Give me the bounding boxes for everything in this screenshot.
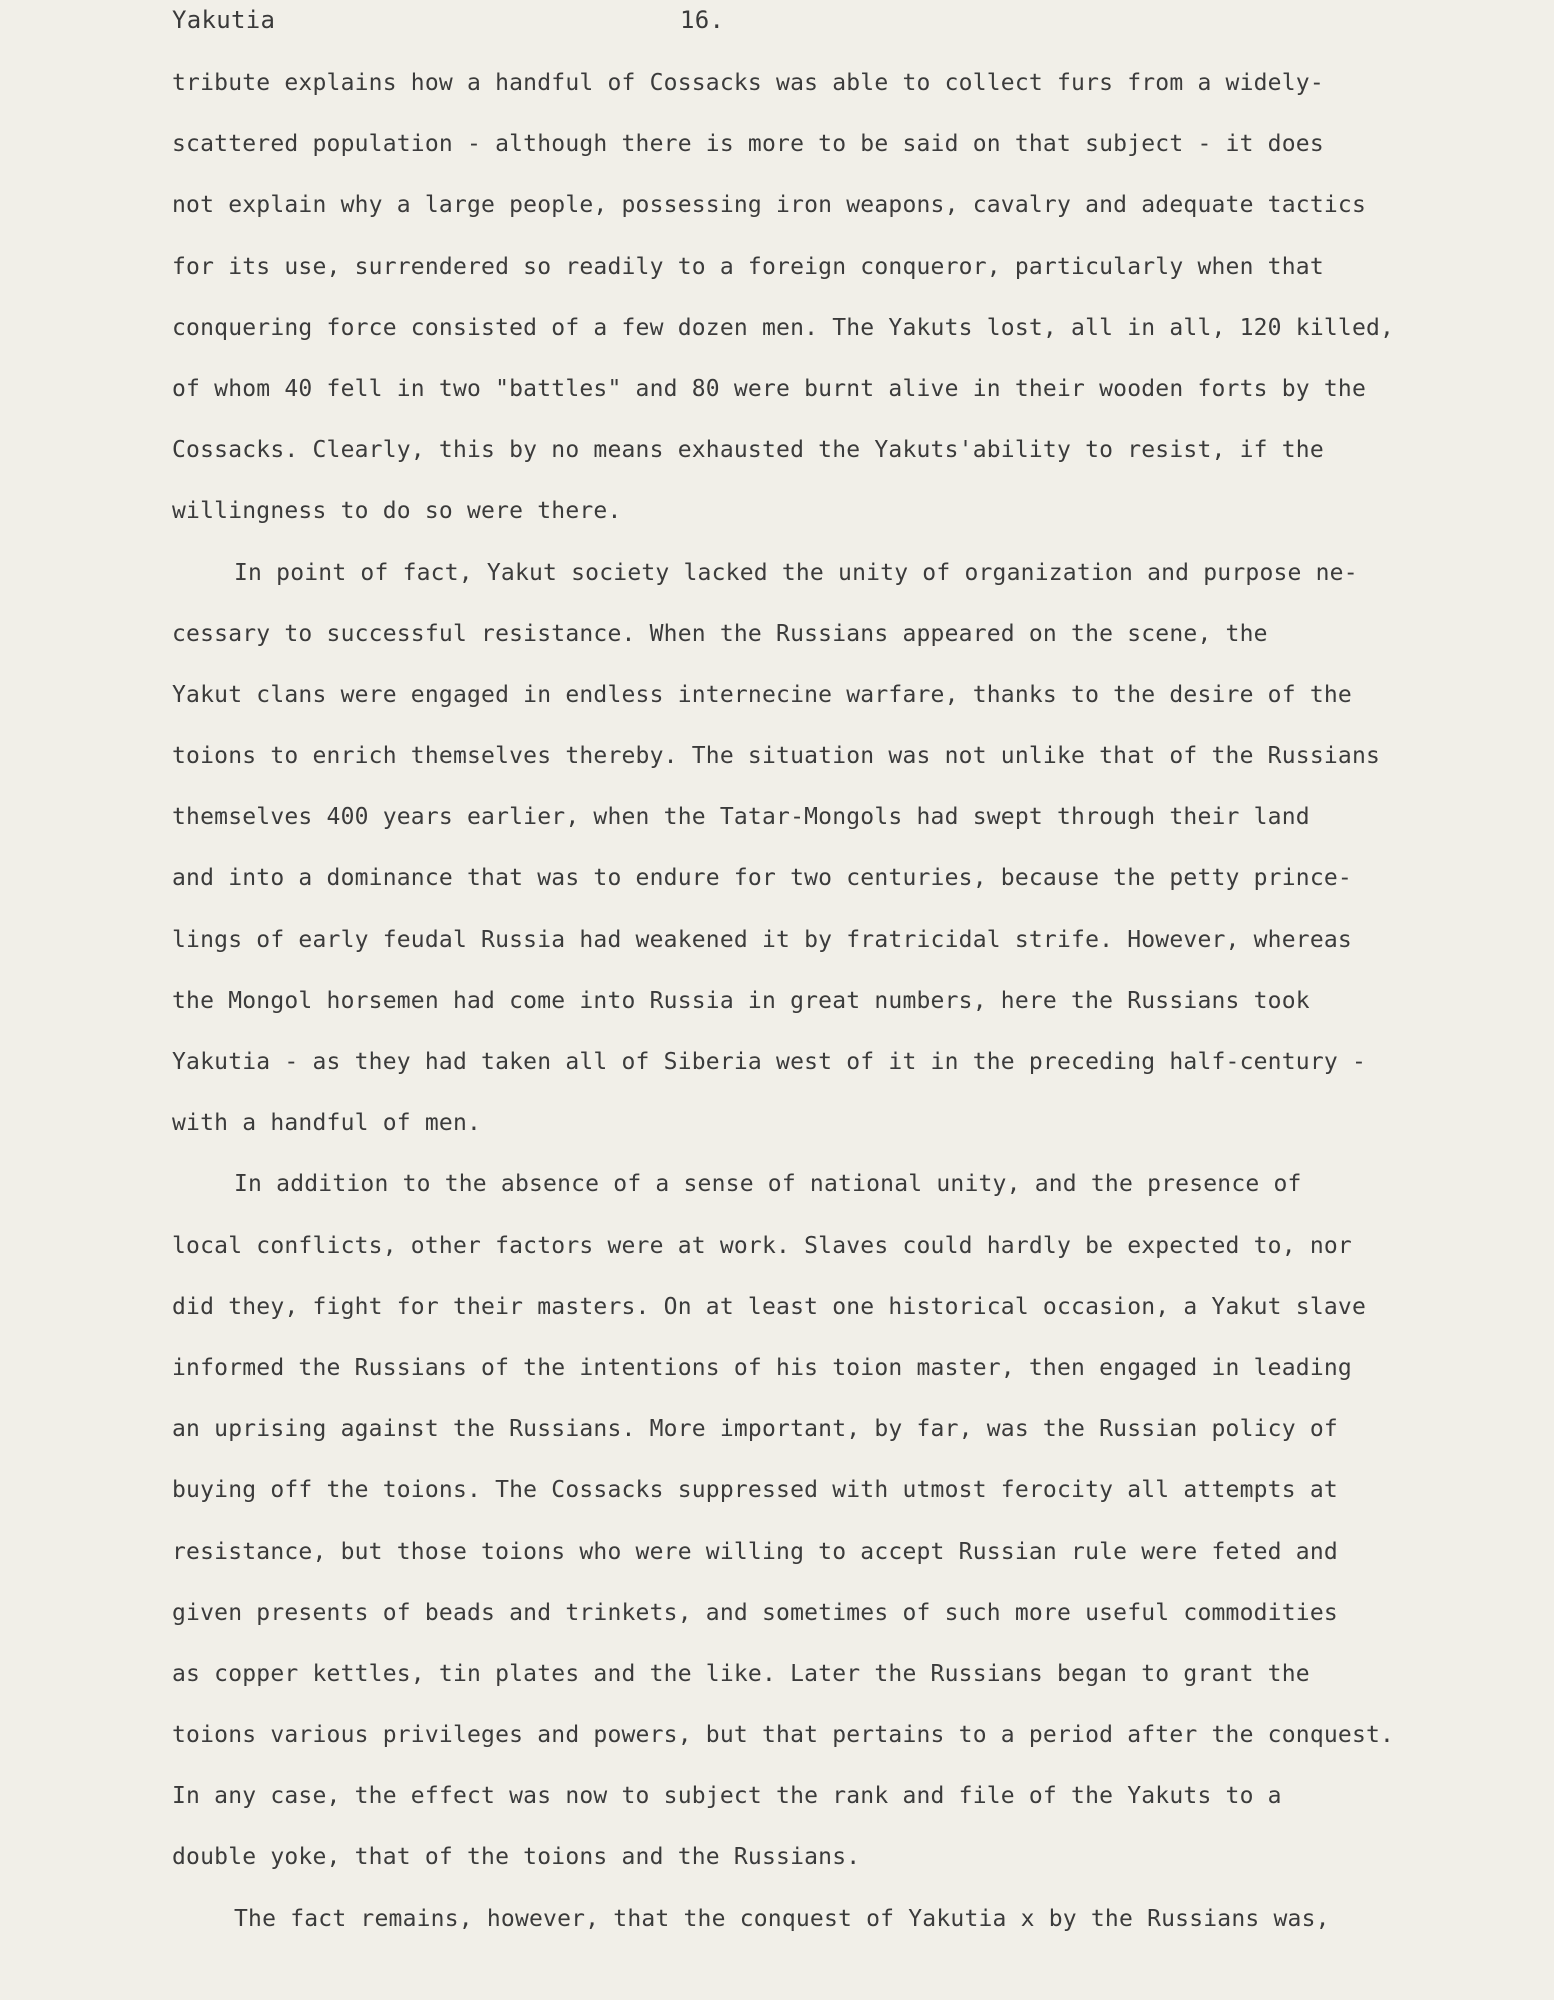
text-line: not explain why a large people, possessing iron weapons, cavalry and adequate tactics bbox=[172, 192, 1367, 219]
paragraph-first-line: In point of fact, Yakut society lacked the unity of organization and purpose ne- bbox=[234, 559, 1358, 586]
text-line: of whom 40 fell in two "battles" and 80 were burnt alive in their wooden forts by the bbox=[172, 375, 1367, 402]
text-line: with a handful of men. bbox=[172, 1110, 482, 1137]
running-title: Yakutia bbox=[172, 6, 276, 34]
text-line: lings of early feudal Russia had weakened it by fratricidal strife. However, whereas bbox=[172, 926, 1352, 953]
text-line: In any case, the effect was now to subject the rank and file of the Yakuts to a bbox=[172, 1783, 1282, 1810]
text-line: an uprising against the Russians. More important, by far, was the Russian policy of bbox=[172, 1416, 1338, 1443]
text-line: toions to enrich themselves thereby. The situation was not unlike that of the Russians bbox=[172, 743, 1381, 770]
text-line: resistance, but those toions who were willing to accept Russian rule were feted and bbox=[172, 1538, 1338, 1565]
text-line: Cossacks. Clearly, this by no means exhausted the Yakuts'ability to resist, if the bbox=[172, 437, 1324, 464]
text-line: cessary to successful resistance. When the Russians appeared on the scene, the bbox=[172, 620, 1268, 647]
text-line: themselves 400 years earlier, when the Tatar-Mongols had swept through their land bbox=[172, 804, 1310, 831]
text-line: willingness to do so were there. bbox=[172, 498, 622, 525]
body-text bbox=[172, 60, 1512, 1957]
text-line: Yakut clans were engaged in endless internecine warfare, thanks to the desire of the bbox=[172, 681, 1352, 708]
text-line: and into a dominance that was to endure for two centuries, because the petty prince- bbox=[172, 865, 1352, 892]
text-line: the Mongol horsemen had come into Russia in great numbers, here the Russians took bbox=[172, 987, 1310, 1014]
text-line: scattered population - although there is more to be said on that subject - it does bbox=[172, 131, 1324, 158]
page-number: 16. bbox=[680, 6, 725, 34]
text-line: for its use, surrendered so readily to a foreign conqueror, particularly when that bbox=[172, 253, 1324, 280]
paragraph-first-line: In addition to the absence of a sense of national unity, and the presence of bbox=[234, 1171, 1302, 1198]
text-line: as copper kettles, tin plates and the like. Later the Russians began to grant the bbox=[172, 1660, 1310, 1687]
text-line: local conflicts, other factors were at work. Slaves could hardly be expected to, nor bbox=[172, 1232, 1352, 1259]
text-line: did they, fight for their masters. On at least one historical occasion, a Yakut slave bbox=[172, 1293, 1367, 1320]
text-line: buying off the toions. The Cossacks suppressed with utmost ferocity all attempts at bbox=[172, 1477, 1338, 1504]
text-line: toions various privileges and powers, but that pertains to a period after the conquest. bbox=[172, 1722, 1395, 1749]
paragraph-first-line: The fact remains, however, that the conquest of Yakutia x by the Russians was, bbox=[234, 1905, 1330, 1932]
text-line: tribute explains how a handful of Cossacks was able to collect furs from a widely- bbox=[172, 70, 1324, 96]
text-line: informed the Russians of the intentions of his toion master, then engaged in leading bbox=[172, 1354, 1352, 1381]
text-line: double yoke, that of the toions and the Russians. bbox=[172, 1844, 861, 1871]
text-line: conquering force consisted of a few dozen men. The Yakuts lost, all in all, 120 killed, bbox=[172, 314, 1395, 341]
text-line: given presents of beads and trinkets, and sometimes of such more useful commodities bbox=[172, 1599, 1338, 1626]
text-line: Yakutia - as they had taken all of Siberia west of it in the preceding half-century - bbox=[172, 1049, 1367, 1075]
